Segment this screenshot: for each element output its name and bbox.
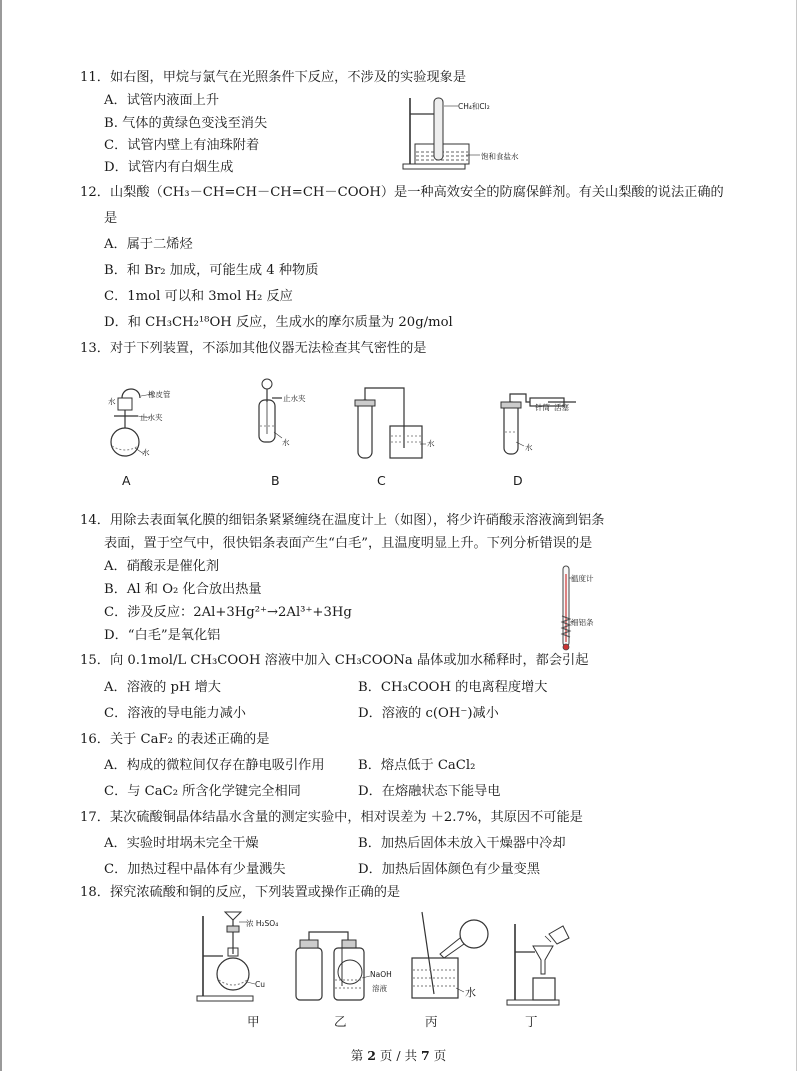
q16-option-d: D．在熔融状态下能导电 xyxy=(358,784,501,799)
q11-option-c: C．试管内壁上有油珠附着 xyxy=(104,138,260,153)
q14-option-a: A．硝酸汞是催化剂 xyxy=(104,559,220,574)
q18-label-jia: 甲 xyxy=(247,1014,260,1029)
q13-figure-b xyxy=(250,376,310,454)
q12-option-d: D．和 CH₃CH₂¹⁸OH 反应，生成水的摩尔质量为 20g/mol xyxy=(104,315,453,330)
q13-a-label-tube: 橡皮管 xyxy=(148,390,171,399)
q18-label-naoh: NaOH xyxy=(370,970,392,979)
q12-option-b: B．和 Br₂ 加成，可能生成 4 种物质 xyxy=(104,263,319,278)
q16-stem: 16．关于 CaF₂ 的表述正确的是 xyxy=(80,732,270,747)
q11-option-a: A．试管内液面上升 xyxy=(104,93,220,108)
q15-stem: 15．向 0.1mol/L CH₃COOH 溶液中加入 CH₃COONa 晶体或加水稀释时，都会引起 xyxy=(80,653,589,668)
q18-label-bing: 丙 xyxy=(425,1014,438,1029)
q18-label-water: 水 xyxy=(465,986,476,999)
q13-a-label-clamp: 止水夹 xyxy=(140,413,163,422)
q14-label-thermometer: 温度计 xyxy=(571,574,594,583)
q13-b-label-clamp: 止水夹 xyxy=(283,394,306,403)
page-footer xyxy=(0,1046,797,1064)
q13-a-label-water-top: 水 xyxy=(108,397,116,406)
q14-stem: 14．用除去表面氧化膜的细铝条紧紧缠绕在温度计上（如图），将少许硝酸汞溶液滴到铝条 xyxy=(80,513,605,528)
q13-b-label-water: 水 xyxy=(282,438,290,447)
q13-label-d: D xyxy=(513,473,523,488)
footer-mid: 页 / 共 xyxy=(375,1048,422,1063)
q16-option-c: C．与 CaC₂ 所含化学键完全相同 xyxy=(104,784,301,799)
q14-option-c: C．涉及反应：2Al+3Hg²⁺→2Al³⁺+3Hg xyxy=(104,605,352,620)
q11-option-b: B. 气体的黄绿色变浅至消失 xyxy=(104,116,268,131)
page-border-left xyxy=(0,0,2,1071)
q18-label-cu: Cu xyxy=(255,980,265,989)
q12-option-a: A．属于二烯烃 xyxy=(104,237,193,252)
q17-option-a: A．实验时坩埚未完全干燥 xyxy=(104,836,259,851)
q13-label-c: C xyxy=(377,473,386,488)
q12-option-c: C．1mol 可以和 3mol H₂ 反应 xyxy=(104,289,293,304)
q14-option-b: B．Al 和 O₂ 化合放出热量 xyxy=(104,582,262,597)
q18-label-solution: 溶液 xyxy=(372,984,387,993)
q14-label-al-strip: 细铝条 xyxy=(571,618,594,627)
q13-figure-d xyxy=(490,388,580,458)
q13-d-label-water: 水 xyxy=(525,443,533,452)
q12-stem: 12．山梨酸（CH₃－CH=CH－CH=CH－COOH）是一种高效安全的防腐保鲜剂。有关山梨酸的说法正确的 xyxy=(80,185,724,200)
q13-label-a: A xyxy=(122,473,131,488)
q17-stem: 17．某次硫酸铜晶体结晶水含量的测定实验中，相对误差为 ＋2.7%，其原因不可能是 xyxy=(80,810,583,825)
q14-stem-cont: 表面，置于空气中，很快铝条表面产生“白毛”，且温度明显上升。下列分析错误的是 xyxy=(104,536,593,551)
q17-option-c: C．加热过程中晶体有少量溅失 xyxy=(104,862,286,877)
q13-label-b: B xyxy=(271,473,280,488)
q17-option-b: B．加热后固体未放入干燥器中冷却 xyxy=(358,836,566,851)
q13-figure-c xyxy=(352,382,442,462)
q14-option-d: D．“白毛”是氧化铝 xyxy=(104,628,221,643)
q17-option-d: D．加热后固体颜色有少量变黑 xyxy=(358,862,541,877)
q11-label-liquid: 饱和食盐水 xyxy=(481,152,519,161)
q16-option-a: A．构成的微粒间仅存在静电吸引作用 xyxy=(104,758,325,773)
q13-d-label-piston: 活塞 xyxy=(554,403,569,412)
q18-label-ding: 丁 xyxy=(525,1014,538,1029)
q18-figure-yi xyxy=(290,926,382,1004)
q15-option-c: C．溶液的导电能力减小 xyxy=(104,706,246,721)
q18-label-acid: 浓 H₂SO₄ xyxy=(246,919,279,928)
footer-page-number: 2 xyxy=(367,1048,376,1063)
q11-label-gas: CH₄和Cl₂ xyxy=(458,102,490,111)
q16-option-b: B．熔点低于 CaCl₂ xyxy=(358,758,476,773)
q13-c-label-water: 水 xyxy=(427,439,435,448)
q18-stem: 18．探究浓硫酸和铜的反应，下列装置或操作正确的是 xyxy=(80,885,401,900)
q13-a-label-water: 水 xyxy=(142,448,150,457)
footer-suffix: 页 xyxy=(429,1048,447,1063)
q15-option-d: D．溶液的 c(OH⁻)减小 xyxy=(358,706,499,721)
q15-option-a: A．溶液的 pH 增大 xyxy=(104,680,221,695)
footer-prefix: 第 xyxy=(350,1048,368,1063)
q18-figure-bing xyxy=(408,908,498,1002)
q11-stem: 11．如右图，甲烷与氯气在光照条件下反应，不涉及的实验现象是 xyxy=(80,70,467,85)
q12-stem-cont: 是 xyxy=(104,211,118,226)
footer-page-total: 7 xyxy=(421,1048,430,1063)
q15-option-b: B．CH₃COOH 的电离程度增大 xyxy=(358,680,548,695)
q13-d-label-syringe: 针筒 xyxy=(535,403,550,412)
q18-label-yi: 乙 xyxy=(334,1014,347,1029)
q18-figure-ding xyxy=(505,920,575,1006)
q11-option-d: D．试管内有白烟生成 xyxy=(104,160,234,175)
q13-stem: 13．对于下列装置，不添加其他仪器无法检查其气密性的是 xyxy=(80,341,427,356)
